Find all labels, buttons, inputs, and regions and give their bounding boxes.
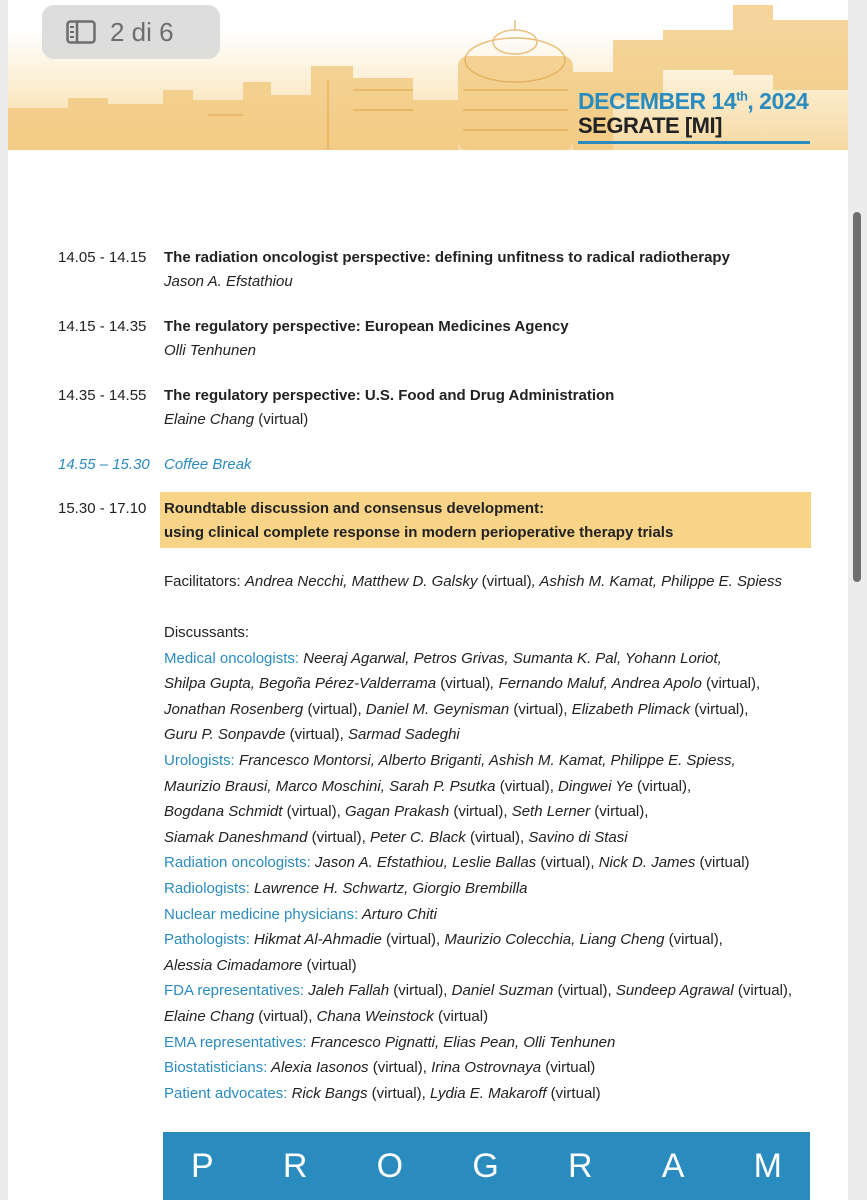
note: (virtual)	[302, 956, 357, 974]
category-label: Patient advocates:	[164, 1084, 288, 1102]
note: (virtual)	[695, 854, 750, 872]
names: Guru P. Sonpavde	[164, 726, 286, 744]
category-label: Pathologists:	[164, 931, 250, 949]
date-year: , 2024	[747, 88, 809, 114]
note: (virtual)	[546, 1084, 601, 1102]
names: Nick D. James	[598, 854, 696, 872]
session-note: (virtual)	[254, 411, 309, 428]
names: Maurizio Brausi, Marco Moschini, Sarah P. Psutka	[164, 777, 496, 795]
names: Jonathan Rosenberg	[164, 700, 304, 718]
names: Alexia Iasonos	[267, 1059, 369, 1077]
names: Chana Weinstock	[316, 1007, 434, 1025]
note: (virtual),	[509, 700, 572, 718]
list-item	[164, 1055, 792, 1081]
list-item	[164, 927, 792, 953]
names: Francesco Montorsi, Alberto Briganti, Ashish M. Kamat, Philippe E. Spiess,	[234, 751, 736, 769]
note: (virtual),	[368, 1059, 432, 1077]
event-date-block	[578, 88, 810, 144]
session-speaker: Jason A. Efstathiou	[164, 273, 293, 290]
names: Elizabeth Plimack	[571, 700, 691, 718]
program-letter: P	[191, 1146, 214, 1185]
coffee-break-time: 14.55 – 15.30	[58, 456, 150, 473]
discussants-label: Discussants:	[164, 624, 250, 641]
category-label: Urologists:	[164, 751, 235, 769]
names: Elaine Chang	[164, 1007, 255, 1025]
session-speaker: Olli Tenhunen	[164, 342, 257, 359]
list-item	[164, 697, 792, 723]
names: Gagan Prakash	[344, 803, 450, 821]
list-item	[164, 953, 792, 979]
list-item	[164, 646, 792, 672]
list-item	[164, 825, 792, 851]
names: Neeraj Agarwal, Petros Grivas, Sumanta K. Pal, Yohann Loriot,	[299, 649, 722, 667]
list-item	[164, 1081, 792, 1107]
names: Daniel Suzman	[451, 982, 554, 1000]
note: (virtual),	[367, 1084, 430, 1102]
names: Lawrence H. Schwartz, Giorgio Brembilla	[249, 879, 528, 897]
names: Sarmad Sadeghi	[348, 726, 460, 744]
category-label: EMA representatives:	[164, 1033, 307, 1051]
names: Hikmat Al-Ahmadie	[249, 931, 382, 949]
page-indicator-pill[interactable]	[42, 5, 220, 59]
note: (virtual),	[303, 700, 366, 718]
event-location: SEGRATE [MI]	[578, 113, 722, 138]
note: (virtual)	[436, 675, 491, 693]
list-item	[164, 850, 792, 876]
names: Maurizio Colecchia, Liang Cheng	[444, 931, 665, 949]
names: Jaleh Fallah	[304, 982, 390, 1000]
event-date	[578, 88, 810, 115]
note: (virtual),	[495, 777, 559, 795]
list-item	[164, 671, 792, 697]
date-underline	[578, 141, 810, 144]
category-label: Radiation oncologists:	[164, 854, 311, 872]
names: , Fernando Maluf, Andrea Apolo	[490, 675, 702, 693]
program-letter: R	[567, 1146, 593, 1185]
names: Lydia E. Makaroff	[429, 1084, 547, 1102]
date-main: DECEMBER 14	[578, 88, 737, 114]
program-letter: O	[376, 1146, 404, 1185]
note: (virtual)	[541, 1059, 596, 1077]
program-letter: M	[753, 1146, 782, 1185]
names: Arturo Chiti	[358, 905, 437, 923]
list-item	[164, 722, 792, 748]
note: (virtual)	[433, 1007, 489, 1025]
names: Dingwei Ye	[558, 777, 633, 795]
facilitators-note: (virtual)	[477, 573, 532, 590]
names: Jason A. Efstathiou, Leslie Ballas	[310, 854, 537, 872]
names: Savino di Stasi	[528, 828, 628, 846]
note: (virtual),	[536, 854, 599, 872]
names: Rick Bangs	[287, 1084, 368, 1102]
note: (virtual),	[553, 982, 616, 1000]
names: Shilpa Gupta, Begoña Pérez-Valderrama	[164, 675, 437, 693]
page-indicator: 2 di 6	[110, 16, 174, 47]
program-letter: R	[282, 1146, 308, 1185]
names: Sundeep Agrawal	[615, 982, 734, 1000]
category-label: Nuclear medicine physicians:	[164, 905, 359, 923]
session-time: 14.15 - 14.35	[58, 318, 147, 335]
roundtable-time: 15.30 - 17.10	[58, 500, 147, 517]
names: Daniel M. Geynisman	[365, 700, 510, 718]
note: (virtual),	[590, 803, 649, 821]
note: (virtual),	[381, 931, 445, 949]
category-label: Biostatisticians:	[164, 1059, 268, 1077]
names: Peter C. Black	[369, 828, 466, 846]
category-label: Radiologists:	[164, 879, 250, 897]
note: (virtual),	[701, 675, 761, 693]
program-letter: A	[661, 1146, 685, 1185]
note: (virtual),	[465, 828, 529, 846]
category-label: Medical oncologists:	[164, 649, 300, 667]
facilitators-label: Facilitators:	[164, 573, 245, 590]
scrollbar-thumb[interactable]	[853, 212, 861, 582]
note: (virtual),	[282, 803, 345, 821]
session-title: The radiation oncologist perspective: defining unfitness to radical radiotherapy	[164, 249, 730, 266]
session-time: 14.35 - 14.55	[58, 387, 147, 404]
note: (virtual),	[632, 777, 692, 795]
names: Siamak Daneshmand	[164, 828, 308, 846]
facilitators-names-2: , Ashish M. Kamat, Philippe E. Spiess	[531, 573, 783, 590]
list-item	[164, 774, 792, 800]
facilitators-names: Andrea Necchi, Matthew D. Galsky	[244, 573, 478, 590]
note: (virtual),	[389, 982, 452, 1000]
program-letter: G	[472, 1146, 499, 1185]
roundtable-title-line1: Roundtable discussion and consensus development:	[164, 500, 545, 517]
note: (virtual),	[664, 931, 723, 949]
note: (virtual),	[690, 700, 749, 718]
sidebar-icon[interactable]	[66, 20, 96, 44]
names: Bogdana Schmidt	[164, 803, 283, 821]
names: Francesco Pignatti, Elias Pean, Olli Tenhunen	[306, 1033, 616, 1051]
list-item	[164, 876, 792, 902]
coffee-break-label: Coffee Break	[164, 456, 252, 473]
list-item	[164, 799, 792, 825]
list-item	[164, 1004, 792, 1030]
document-page	[8, 0, 848, 1200]
session-title: The regulatory perspective: U.S. Food and Drug Administration	[164, 387, 615, 404]
list-item	[164, 978, 792, 1004]
names: Alessia Cimadamore	[164, 956, 303, 974]
program-footer-band	[163, 1132, 810, 1200]
session-time: 14.05 - 14.15	[58, 249, 147, 266]
list-item	[164, 1030, 792, 1056]
list-item	[164, 748, 792, 774]
note: (virtual),	[733, 982, 793, 1000]
names: Irina Ostrovnaya	[431, 1059, 542, 1077]
names: Seth Lerner	[511, 803, 591, 821]
date-ordinal: th	[736, 88, 748, 104]
note: (virtual),	[254, 1007, 317, 1025]
category-label: FDA representatives:	[164, 982, 305, 1000]
session-speaker: Elaine Chang	[164, 411, 255, 428]
discussants-list	[164, 620, 792, 1106]
note: (virtual),	[285, 726, 348, 744]
note: (virtual),	[449, 803, 512, 821]
note: (virtual),	[307, 828, 370, 846]
session-title: The regulatory perspective: European Medicines Agency	[164, 318, 569, 335]
roundtable-title-line2: using clinical complete response in modern perioperative therapy trials	[164, 524, 674, 541]
list-item	[164, 902, 792, 928]
